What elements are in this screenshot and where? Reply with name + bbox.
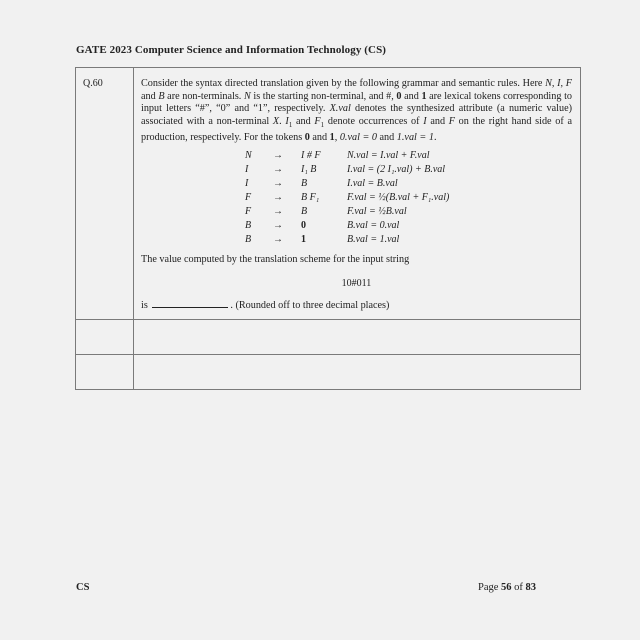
- grammar-rhs: 1: [301, 233, 306, 245]
- grammar-arrow: →: [273, 177, 283, 189]
- input-string: 10#011: [341, 277, 372, 289]
- grammar-row: [245, 164, 449, 178]
- grammar-rule: I.val = B.val: [347, 177, 398, 189]
- empty-cell: [76, 319, 134, 354]
- page-header: GATE 2023 Computer Science and Information Technology (CS): [76, 44, 387, 56]
- grammar-rule: I.val = (2 I₁.val) + B.val: [347, 163, 446, 175]
- footer-page-number: Page 56 of 83: [478, 582, 537, 593]
- grammar-rhs: B: [301, 205, 308, 217]
- grammar-rhs: B F₁: [301, 191, 320, 203]
- grammar-arrow: →: [273, 233, 283, 245]
- grammar-row: [245, 150, 449, 164]
- empty-cell: [134, 319, 581, 354]
- grammar-rhs: B: [301, 177, 308, 189]
- grammar-rhs: I # F: [301, 149, 321, 161]
- question-table: [75, 67, 581, 390]
- grammar-lhs: F: [245, 191, 252, 203]
- answer-line: [141, 299, 572, 311]
- grammar-lhs: I: [245, 163, 249, 175]
- grammar-row: [245, 192, 449, 206]
- grammar-row: [245, 234, 449, 248]
- grammar-rule: N.val = I.val + F.val: [347, 149, 430, 161]
- grammar-lhs: I: [245, 177, 249, 189]
- grammar-row: [245, 178, 449, 192]
- answer-prefix: is: [141, 299, 148, 311]
- grammar-row: [245, 206, 449, 220]
- grammar-arrow: →: [273, 149, 283, 161]
- grammar-arrow: →: [273, 191, 283, 203]
- grammar-rule: B.val = 0.val: [347, 219, 400, 231]
- grammar-rule: B.val = 1.val: [347, 233, 400, 245]
- question-stem: Consider the syntax directed translation given by the following grammar and semantic rules. Here N, I, F and B are non-terminals. N is the starting non-terminal, and #, 0 and 1 are lexical tokens corresponding to input letters “#”, “0” and “1”, respectively. X.val denotes the synthesized attribute (a numeric value) associated with a non-terminal X. $I_1$ and $F_1$ denote occurrences of I and F on the right hand side of a production, respectively. For the tokens 0 and 1, 0.val = 0 and 1.val = 1.: [141, 78, 572, 143]
- question-number: Q.60: [76, 68, 134, 320]
- grammar-rule: F.val = ½(B.val + F₁.val): [347, 191, 450, 203]
- footer-paper-code: CS: [76, 582, 90, 593]
- grammar-lhs: F: [245, 205, 252, 217]
- answer-blank[interactable]: [152, 299, 228, 308]
- answer-suffix: . (Rounded off to three decimal places): [230, 299, 390, 311]
- empty-row: [76, 354, 581, 389]
- prompt-text: The value computed by the translation scheme for the input string: [141, 253, 410, 265]
- question-body: [134, 68, 581, 320]
- empty-row: [76, 319, 581, 354]
- question-row: [76, 68, 581, 320]
- grammar-table: [245, 150, 449, 248]
- empty-cell: [134, 354, 581, 389]
- grammar-lhs: B: [245, 233, 252, 245]
- grammar-arrow: →: [273, 219, 283, 231]
- grammar-arrow: →: [273, 163, 283, 175]
- grammar-lhs: B: [245, 219, 252, 231]
- grammar-arrow: →: [273, 205, 283, 217]
- grammar-rhs: I₁ B: [301, 163, 317, 175]
- grammar-lhs: N: [245, 149, 252, 161]
- grammar-rule: F.val = ½B.val: [347, 205, 407, 217]
- empty-cell: [76, 354, 134, 389]
- grammar-row: [245, 220, 449, 234]
- grammar-rhs: 0: [301, 219, 306, 231]
